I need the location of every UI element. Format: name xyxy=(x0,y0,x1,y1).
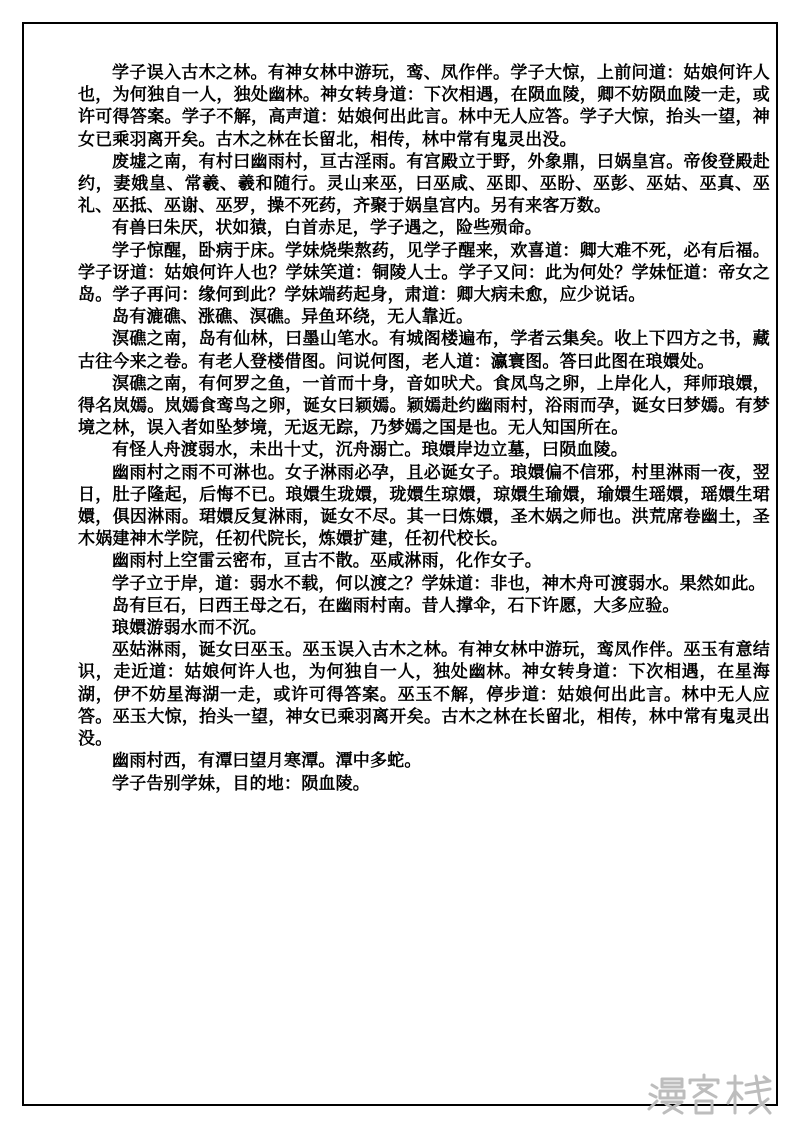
watermark-logo xyxy=(644,1071,776,1117)
paragraph: 有怪人舟渡弱水，未出十丈，沉舟溺亡。琅嬛岸边立墓，曰陨血陵。 xyxy=(112,440,628,461)
paragraph: 学子告别学妹，目的地：陨血陵。 xyxy=(112,773,370,794)
document-body xyxy=(78,62,770,795)
paragraph: 岛有漉礁、涨礁、溟礁。异鱼环绕，无人靠近。 xyxy=(112,307,474,328)
paragraph: 学子惊醒，卧病于床。学妹烧柴熬药，见学子醒来，欢喜道：卿大难不死，必有后福。学子讶道：姑娘何许人也？学妹笑道：铜陵人士。学子又问：此为何处？学妹怔道：帝女之岛。学子再问：缘何到此？学妹端药起身，肃道：卿大病未愈，应少说话。 xyxy=(78,240,770,306)
paragraph: 溟礁之南，岛有仙林，曰墨山笔水。有城阁楼遍布，学者云集矣。收上下四方之书，藏古往今来之卷。有老人登楼借图。问说何图，老人道：瀛寰图。答曰此图在琅嬛处。 xyxy=(78,329,770,372)
paragraph: 幽雨村西，有潭曰望月寒潭。潭中多蛇。 xyxy=(112,751,422,772)
paragraph: 巫姑淋雨，诞女曰巫玉。巫玉误入古木之林。有神女林中游玩，鸾凤作伴。巫玉有意结识，走近道：姑娘何许人也，为何独自一人，独处幽林。神女转身道：下次相遇，在星海湖，伊不妨星海湖一走，或许可得答案。巫玉不解，停步道：姑娘何出此言。林中无人应答。巫玉大惊，抬头一望，神女已乘羽离开矣。古木之林在长留北，相传，林中常有鬼灵出没。 xyxy=(78,640,770,750)
paragraph: 学子误入古木之林。有神女林中游玩，鸾、凤作伴。学子大惊，上前问道：姑娘何许人也，为何独自一人，独处幽林。神女转身道：下次相遇，在陨血陵，卿不妨陨血陵一走，或许可得答案。学子不解，高声道：姑娘何出此言。林中无人应答。学子大惊，抬头一望，神女已乘羽离开矣。古木之林在长留北，相传，林中常有鬼灵出没。 xyxy=(78,63,770,150)
paragraph: 幽雨村上空雷云密布，亘古不散。巫咸淋雨，化作女子。 xyxy=(112,551,542,572)
paragraph: 幽雨村之雨不可淋也。女子淋雨必孕，且必诞女子。琅嬛偏不信邪，村里淋雨一夜，翌日，肚子隆起，后悔不已。琅嬛生珑嬛，珑嬛生琼嬛，琼嬛生瑜嬛，瑜嬛生瑶嬛，瑶嬛生珺嬛，俱因淋雨。珺嬛反复淋雨，诞女不尽。其一曰炼嬛，圣木娲之师也。洪荒席卷幽土，圣木娲建神木学院，任初代院长，炼嬛扩建，任初代校长。 xyxy=(78,462,770,550)
paragraph: 琅嬛游弱水而不沉。 xyxy=(112,618,267,639)
paragraph: 溟礁之南，有何罗之鱼，一首而十身，音如吠犬。食凤鸟之卵，上岸化人，拜师琅嬛，得名岚嫣。岚嫣食鸾鸟之卵，诞女曰颖嫣。颖嫣赴约幽雨村，浴雨而孕，诞女曰梦嫣。有梦境之林，误入者如坠梦境，无返无踪，乃梦嫣之国是也。无人知国所在。 xyxy=(78,373,770,439)
paragraph: 岛有巨石，曰西王母之石，在幽雨村南。昔人撑伞，石下许愿，大多应验。 xyxy=(112,595,680,616)
paragraph: 有兽曰朱厌，状如猿，白首赤足，学子遇之，险些殒命。 xyxy=(112,218,542,239)
paragraph: 学子立于岸，道：弱水不载，何以渡之？学妹道：非也，神木舟可渡弱水。果然如此。 xyxy=(112,573,766,594)
paragraph: 废墟之南，有村曰幽雨村，亘古淫雨。有宫殿立于野，外象鼎，曰娲皇宫。帝俊登殿赴约，妻娥皇、常羲、羲和随行。灵山来巫，曰巫咸、巫即、巫盼、巫彭、巫姑、巫真、巫礼、巫抵、巫谢、巫罗，操不死药，齐聚于娲皇宫内。另有来客万数。 xyxy=(78,151,770,217)
